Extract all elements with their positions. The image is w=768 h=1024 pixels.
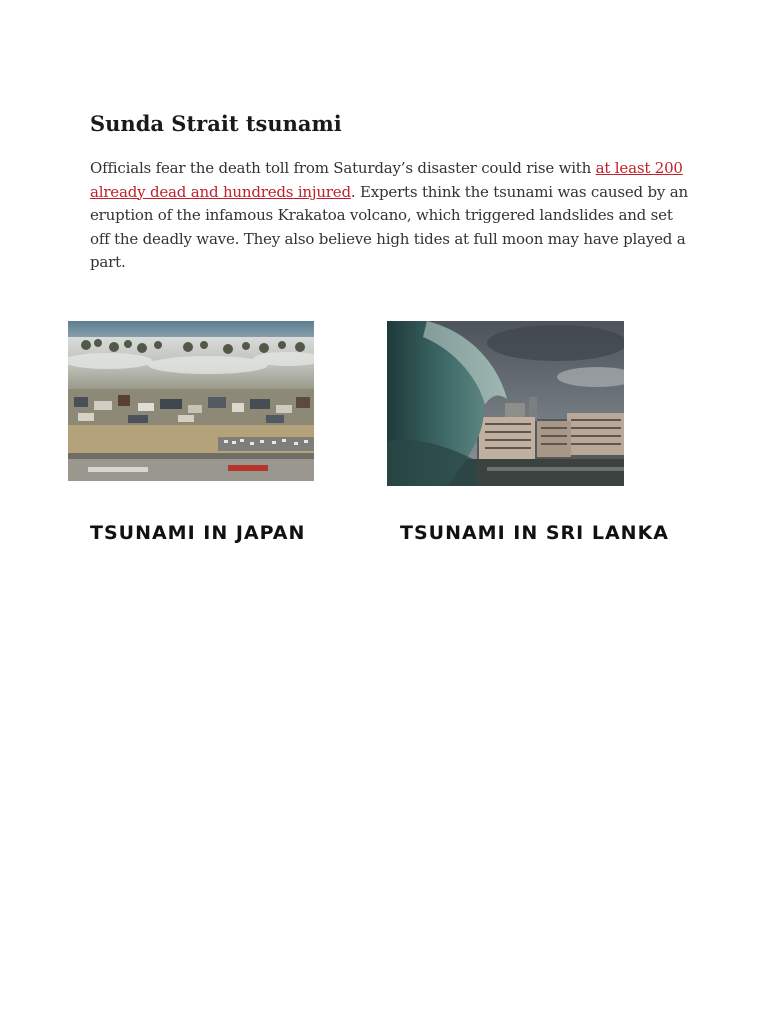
article-title: Sunda Strait tsunami <box>90 111 342 136</box>
figure-caption-japan: TSUNAMI IN JAPAN <box>90 522 306 544</box>
figure-caption-sri-lanka: TSUNAMI IN SRI LANKA <box>400 522 669 544</box>
paragraph-text-start: Officials fear the death toll from Saturday’s disaster could rise with <box>90 159 596 177</box>
casualties-link[interactable]: at least 200 already dead and hundreds injured <box>90 159 683 201</box>
tsunami-sri-lanka-photo <box>387 321 624 486</box>
tsunami-japan-photo <box>68 321 314 481</box>
paragraph-text-end: . Experts think the tsunami was caused by an eruption of the infamous Krakatoa volcano, which triggered landslides and set off the deadly wave. They also believe high tides at full moon may have played a part. <box>90 182 688 271</box>
article-paragraph <box>90 157 690 275</box>
